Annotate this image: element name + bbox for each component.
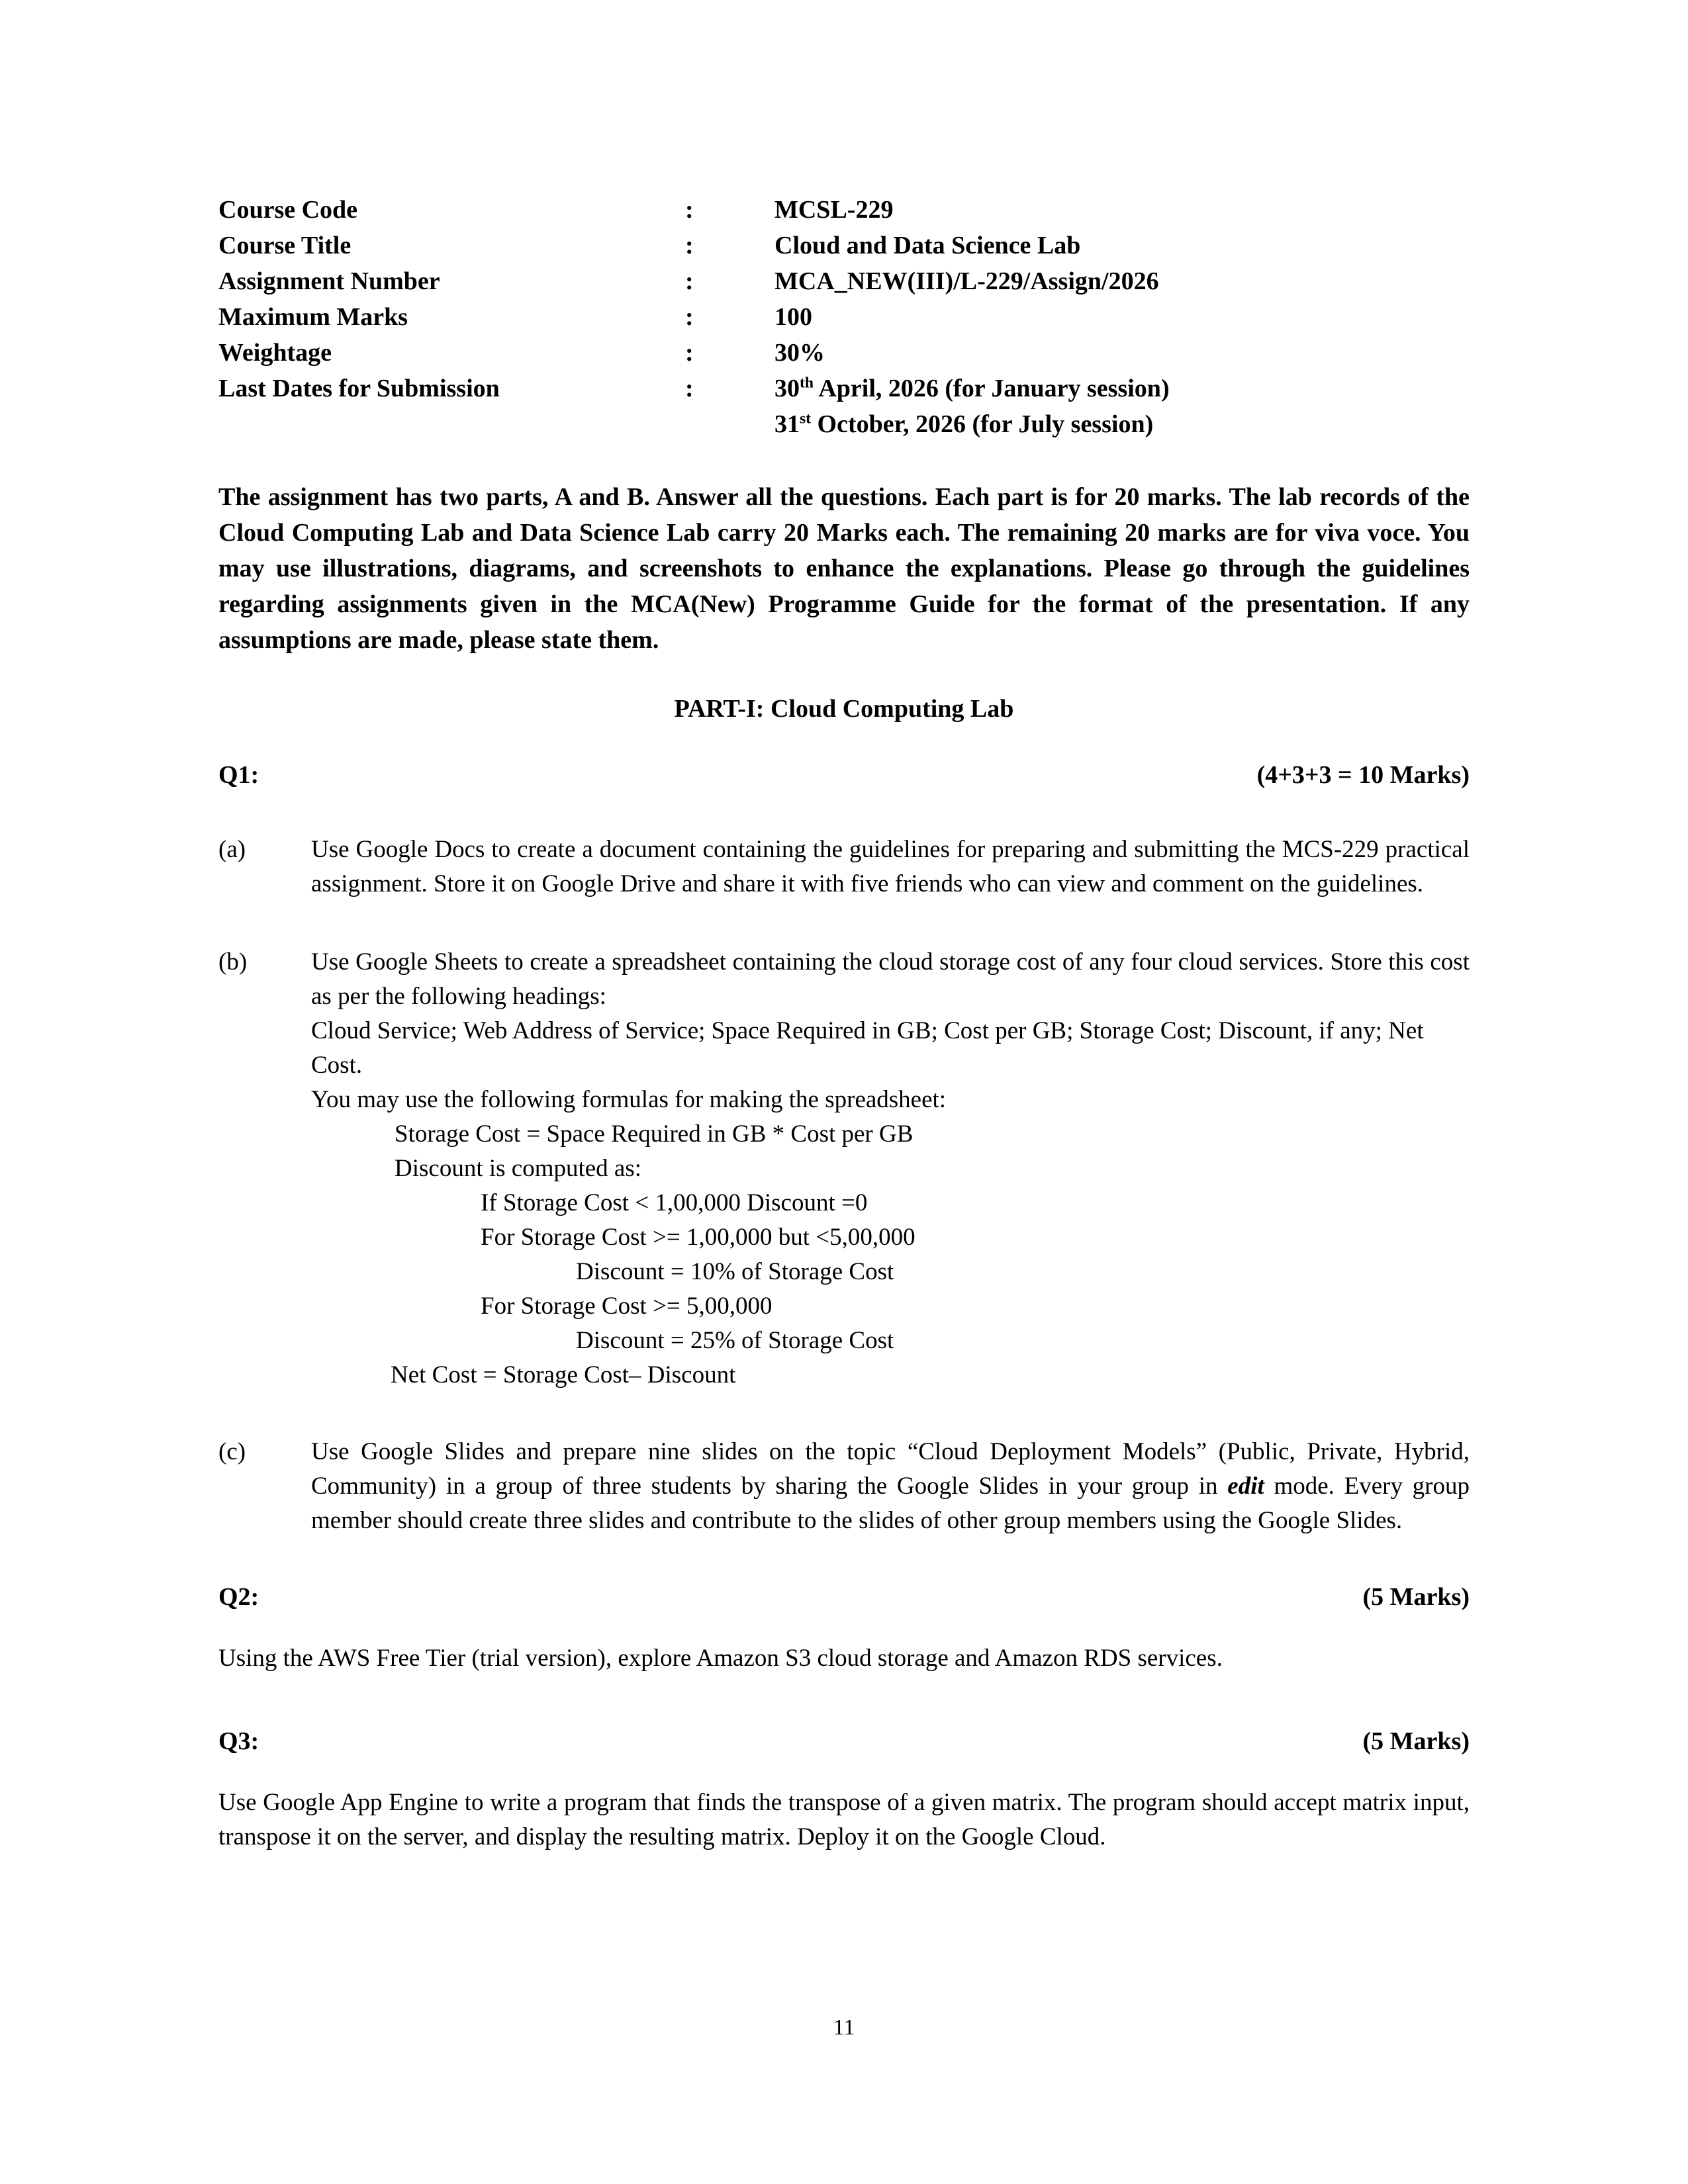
question-2-label: Q2: — [218, 1583, 259, 1611]
meta-row-weightage — [218, 335, 1470, 371]
meta-row-course-code — [218, 192, 1470, 228]
formula-discount-rule-3: For Storage Cost >= 5,00,000 — [481, 1293, 773, 1320]
question-3-marks: (5 Marks) — [1362, 1727, 1470, 1755]
formula-discount-value-25: Discount = 25% of Storage Cost — [576, 1327, 894, 1354]
meta-colon-weightage: : — [685, 339, 694, 367]
meta-colon-assignment-number: : — [685, 267, 694, 295]
item-c-body — [311, 1435, 1470, 1538]
question-3-text: Use Google App Engine to write a program that finds the transpose of a given matrix. The program should accept matrix input, transpose it on the server, and display the resulting matrix. Deploy it on the Google Cloud. — [218, 1789, 1470, 1850]
date-january-ordinal: th — [800, 374, 814, 392]
question-1-label: Q1: — [218, 761, 259, 789]
question-3-label: Q3: — [218, 1727, 259, 1755]
item-c-text-part-2: mode. Every group member should create three slides and contribute to the slides of other group members using the Google Slides. — [311, 1473, 1470, 1534]
item-c-emphasis-edit: edit — [1227, 1473, 1264, 1500]
meta-label-assignment-number: Assignment Number — [218, 267, 440, 295]
page-number: 11 — [833, 2015, 855, 2040]
question-1-header — [218, 757, 1470, 793]
date-july-ordinal: st — [800, 410, 812, 428]
meta-colon-last-dates: : — [685, 375, 694, 402]
question-1-marks: (4+3+3 = 10 Marks) — [1256, 761, 1470, 789]
meta-value-weightage: 30% — [774, 339, 825, 367]
meta-value-assignment-number: MCA_NEW(III)/L-229/Assign/2026 — [774, 267, 1159, 295]
meta-label-maximum-marks: Maximum Marks — [218, 303, 408, 331]
submission-date-january — [774, 371, 1470, 406]
question-1-item-a — [218, 833, 1470, 901]
meta-label-course-title: Course Title — [218, 232, 352, 259]
item-b-tag: (b) — [218, 948, 248, 976]
date-july-day: 31 — [774, 410, 800, 438]
meta-colon-course-title: : — [685, 232, 694, 259]
formula-discount-rule-2: For Storage Cost >= 1,00,000 but <5,00,000 — [481, 1224, 915, 1251]
item-c-tag: (c) — [218, 1438, 246, 1465]
item-a-text: Use Google Docs to create a document containing the guidelines for preparing and submitting the MCS-229 practical assignment. Store it on Google Drive and share it with five friends who can view and comment on the guidelines. — [311, 836, 1470, 897]
question-2-marks: (5 Marks) — [1362, 1583, 1470, 1611]
assignment-instructions: The assignment has two parts, A and B. Answer all the questions. Each part is for 20 marks. The lab records of the Cloud Computing Lab and Data Science Lab carry 20 Marks each. The remaining 20 marks are for viva voce. You may use illustrations, diagrams, and screenshots to enhance the explanations. Please go through the guidelines regarding assignments given in the MCA(New) Programme Guide for the format of the presentation. If any assumptions are made, please state them. — [218, 483, 1470, 654]
formula-net-cost: Net Cost = Storage Cost– Discount — [391, 1361, 736, 1388]
item-b-line-1: Use Google Sheets to create a spreadsheet containing the cloud storage cost of any four cloud services. Store this cost as per the following headings: — [311, 948, 1470, 1010]
formula-discount-rule-1: If Storage Cost < 1,00,000 Discount =0 — [481, 1189, 868, 1216]
formula-storage-cost: Storage Cost = Space Required in GB * Cost per GB — [395, 1120, 914, 1148]
meta-label-weightage: Weightage — [218, 339, 332, 367]
meta-row-maximum-marks — [218, 299, 1470, 335]
question-2-text: Using the AWS Free Tier (trial version), explore Amazon S3 cloud storage and Amazon RDS services. — [218, 1645, 1223, 1672]
date-january-day: 30 — [774, 375, 800, 402]
meta-colon-course-code: : — [685, 196, 694, 224]
date-january-rest: April, 2026 (for January session) — [813, 375, 1170, 402]
meta-row-course-title — [218, 228, 1470, 263]
meta-value-last-dates — [774, 371, 1470, 442]
item-a-tag: (a) — [218, 836, 246, 863]
meta-value-course-title: Cloud and Data Science Lab — [774, 232, 1081, 259]
page-content — [218, 192, 1470, 1854]
item-c-text-part-1: Use Google Slides and prepare nine slides on the topic “Cloud Deployment Models” (Public, Private, Hybrid, Community) in a group of three students by sharing the Google Slides in your group in — [311, 1438, 1470, 1500]
question-3-header — [218, 1723, 1470, 1759]
formula-discount-intro: Discount is computed as: — [395, 1155, 642, 1182]
meta-colon-maximum-marks: : — [685, 303, 694, 331]
submission-date-july — [774, 406, 1470, 442]
question-1-item-b — [218, 945, 1470, 1392]
item-b-body — [311, 945, 1470, 1392]
formula-discount-value-10: Discount = 10% of Storage Cost — [576, 1258, 894, 1285]
question-2-header — [218, 1579, 1470, 1615]
meta-value-course-code: MCSL-229 — [774, 196, 894, 224]
meta-label-course-code: Course Code — [218, 196, 358, 224]
meta-label-last-dates: Last Dates for Submission — [218, 375, 500, 402]
question-1-item-c — [218, 1435, 1470, 1538]
meta-row-assignment-number — [218, 263, 1470, 299]
item-a-body — [311, 833, 1470, 901]
date-july-rest: October, 2026 (for July session) — [811, 410, 1154, 438]
item-c-text — [311, 1435, 1470, 1538]
course-meta-table — [218, 192, 1470, 442]
meta-row-last-dates — [218, 371, 1470, 442]
part-one-heading: PART-I: Cloud Computing Lab — [674, 695, 1014, 723]
item-b-line-2: Cloud Service; Web Address of Service; Space Required in GB; Cost per GB; Storage Cost; Discount, if any; Net Cost. — [311, 1017, 1424, 1079]
meta-value-maximum-marks: 100 — [774, 303, 812, 331]
item-b-line-3: You may use the following formulas for making the spreadsheet: — [311, 1086, 947, 1113]
